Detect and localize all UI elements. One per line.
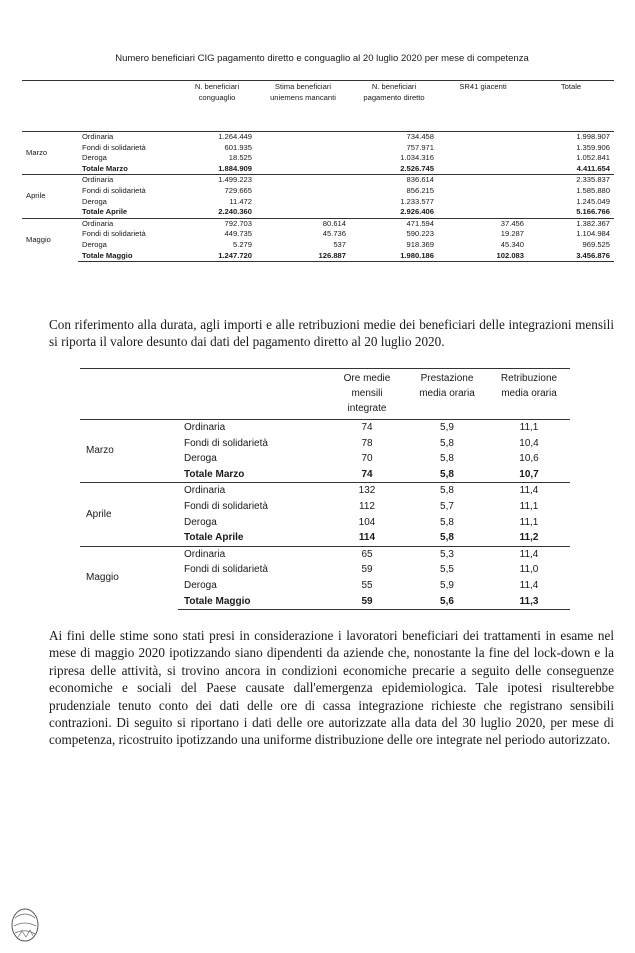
table1-header-line: pagamento diretto xyxy=(363,93,425,102)
row-label: Ordinaria xyxy=(178,420,328,436)
table1-spacer-cell xyxy=(22,103,78,132)
row-label: Totale Marzo xyxy=(184,468,245,480)
table1-header-line: Totale xyxy=(560,82,582,91)
hours-table xyxy=(80,368,570,610)
value-cell-c1: 2.240.360 xyxy=(218,207,252,217)
table2-header-cell xyxy=(328,369,406,420)
value-cell-c3: 1.980.186 xyxy=(350,251,438,262)
value-cell-c4 xyxy=(438,197,528,208)
value-cell-c2 xyxy=(256,207,350,218)
table2-header-line: integrate xyxy=(347,403,387,414)
table-row xyxy=(22,207,614,218)
table-row xyxy=(80,420,570,436)
value-cell-c4: 102.083 xyxy=(438,251,528,262)
value-cell-c3: 836.614 xyxy=(350,175,438,186)
value-cell-tot: 1.359.906 xyxy=(576,142,610,152)
table-row xyxy=(22,251,614,262)
row-label: Fondi di solidarietà xyxy=(184,500,268,512)
table1-header-empty xyxy=(78,81,178,104)
value-cell-ore: 104 xyxy=(358,516,376,528)
row-label: Fondi di solidarietà xyxy=(82,142,146,152)
row-label: Totale Maggio xyxy=(178,594,328,610)
table-row xyxy=(22,197,614,208)
table1-header-line: conguaglio xyxy=(198,93,236,102)
row-label: Deroga xyxy=(184,579,217,591)
value-cell-ore: 55 xyxy=(361,579,373,591)
table1-spacer-cell xyxy=(178,103,256,132)
table-row xyxy=(22,175,614,186)
table1-header-line: Stima beneficiari xyxy=(274,82,332,91)
value-cell-ore: 114 xyxy=(358,532,376,544)
value-cell-c3: 2.926.406 xyxy=(400,207,434,217)
value-cell-tot: 1.104.984 xyxy=(576,229,610,239)
row-label: Ordinaria xyxy=(178,546,328,562)
value-cell-ore: 74 xyxy=(361,468,373,480)
table-row xyxy=(22,240,614,251)
value-cell-c4 xyxy=(438,207,528,218)
table-row xyxy=(80,483,570,499)
value-cell-c2 xyxy=(256,132,350,143)
value-cell-prest: 5,8 xyxy=(440,453,454,465)
month-label: Maggio xyxy=(80,546,178,609)
value-cell-c4: 37.456 xyxy=(438,218,528,229)
value-cell-ore: 70 xyxy=(361,453,373,465)
value-cell-c1: 449.735 xyxy=(224,229,252,239)
value-cell-c1: 1.499.223 xyxy=(178,175,256,186)
table1-spacer-cell xyxy=(438,103,528,132)
row-label: Fondi di solidarietà xyxy=(184,437,268,449)
row-label: Fondi di solidarietà xyxy=(82,229,146,239)
row-label: Deroga xyxy=(184,453,217,465)
table1-header-line: uniemens mancanti xyxy=(270,93,336,102)
value-cell-prest: 5,7 xyxy=(440,500,454,512)
table1-spacer-cell xyxy=(528,103,614,132)
row-label: Totale Maggio xyxy=(78,251,178,262)
table1-spacer-cell xyxy=(78,103,178,132)
value-cell-c4: 19.287 xyxy=(500,229,524,239)
table-row xyxy=(22,186,614,197)
value-cell-c2 xyxy=(256,197,350,208)
value-cell-ore: 59 xyxy=(361,564,373,576)
value-cell-c2 xyxy=(256,143,350,154)
table1-spacer-cell xyxy=(256,103,350,132)
table1-header-spacer xyxy=(22,103,614,132)
table2-header-empty xyxy=(178,369,328,420)
value-cell-c2: 80.614 xyxy=(256,218,350,229)
value-cell-tot: 1.585.880 xyxy=(576,185,610,195)
value-cell-c4: 45.340 xyxy=(500,239,524,249)
value-cell-ore: 65 xyxy=(328,546,406,562)
value-cell-prest: 5,9 xyxy=(406,420,488,436)
value-cell-prest: 5,8 xyxy=(440,468,454,480)
value-cell-ore: 132 xyxy=(328,483,406,499)
row-label: Fondi di solidarietà xyxy=(82,185,146,195)
value-cell-retr: 11,1 xyxy=(488,420,570,436)
value-cell-c2 xyxy=(256,153,350,164)
value-cell-ore: 74 xyxy=(328,420,406,436)
table1-header-empty xyxy=(22,81,78,104)
value-cell-c1: 5.279 xyxy=(232,239,252,249)
row-label: Ordinaria xyxy=(78,175,178,186)
value-cell-c2 xyxy=(256,164,350,175)
value-cell-c4 xyxy=(438,175,528,186)
value-cell-retr: 11,4 xyxy=(519,579,539,591)
value-cell-c4 xyxy=(438,153,528,164)
value-cell-tot: 1.382.367 xyxy=(528,218,614,229)
value-cell-c2: 537 xyxy=(333,239,346,249)
value-cell-tot: 3.456.876 xyxy=(528,251,614,262)
value-cell-c1: 792.703 xyxy=(178,218,256,229)
table2-header-line: media oraria xyxy=(419,388,475,399)
value-cell-retr: 10,7 xyxy=(519,468,539,480)
value-cell-c2 xyxy=(256,186,350,197)
value-cell-retr: 10,6 xyxy=(519,453,539,465)
value-cell-c3: 918.369 xyxy=(406,239,434,249)
table2-header-line: mensili xyxy=(351,388,383,399)
table2-header-line: Prestazione xyxy=(420,373,474,384)
value-cell-c3: 734.458 xyxy=(406,132,434,141)
value-cell-c2 xyxy=(256,175,350,186)
value-cell-c3: 757.971 xyxy=(406,142,434,152)
row-label: Deroga xyxy=(82,196,107,206)
row-label: Totale Aprile xyxy=(82,207,128,217)
table2-header-cell xyxy=(488,369,570,420)
table2-header-row xyxy=(80,369,570,420)
row-label: Deroga xyxy=(184,516,217,528)
value-cell-tot: 1.245.049 xyxy=(576,196,610,206)
value-cell-retr: 11,2 xyxy=(519,532,539,544)
table1-header-line: SR41 giacenti xyxy=(459,82,507,91)
value-cell-c3: 1.034.316 xyxy=(400,153,434,163)
value-cell-c1: 601.935 xyxy=(224,142,252,152)
month-label: Aprile xyxy=(22,175,78,218)
table-row xyxy=(22,143,614,154)
value-cell-tot: 5.166.766 xyxy=(576,207,610,217)
value-cell-c3: 856.215 xyxy=(406,185,434,195)
table2-header-empty xyxy=(80,369,178,420)
value-cell-c1: 18.525 xyxy=(228,153,252,163)
value-cell-retr: 11,3 xyxy=(488,594,570,610)
table1-header-cell xyxy=(350,81,438,104)
value-cell-prest: 5,8 xyxy=(440,437,454,449)
value-cell-retr: 11,0 xyxy=(519,564,539,576)
value-cell-c3: 590.223 xyxy=(406,229,434,239)
row-label: Ordinaria xyxy=(82,132,114,141)
table1-header-cell xyxy=(528,81,614,104)
row-label: Deroga xyxy=(82,153,107,163)
value-cell-tot: 4.411.654 xyxy=(576,163,610,173)
value-cell-tot: 2.335.837 xyxy=(528,175,614,186)
value-cell-prest: 5,8 xyxy=(440,516,454,528)
table1-header-line: N. beneficiari xyxy=(194,82,240,91)
value-cell-tot: 1.998.907 xyxy=(576,132,610,141)
value-cell-c1: 729.665 xyxy=(224,185,252,195)
value-cell-c3: 2.526.745 xyxy=(400,163,434,173)
value-cell-prest: 5,5 xyxy=(440,564,454,576)
value-cell-c2: 45.736 xyxy=(322,229,346,239)
table-row xyxy=(22,229,614,240)
value-cell-retr: 11,4 xyxy=(488,546,570,562)
value-cell-c2: 126.887 xyxy=(256,251,350,262)
table-row xyxy=(80,546,570,562)
value-cell-retr: 11,1 xyxy=(519,500,539,512)
value-cell-prest: 5,6 xyxy=(406,594,488,610)
value-cell-c4 xyxy=(438,132,528,143)
value-cell-c1: 1.884.909 xyxy=(218,163,252,173)
table2-header-line: Ore medie xyxy=(343,373,391,384)
month-label: Marzo xyxy=(26,147,48,157)
beneficiaries-table xyxy=(22,80,614,262)
value-cell-retr: 10,4 xyxy=(519,437,539,449)
table2-header-line: Retribuzione xyxy=(500,373,558,384)
month-label: Aprile xyxy=(80,483,178,546)
value-cell-retr: 11,1 xyxy=(519,516,539,528)
table1-header-cell xyxy=(438,81,528,104)
paragraph-durations: Con riferimento alla durata, agli importi e alle retribuzioni medie dei beneficiari delle integrazioni mensili si riporta il valore desunto dai dati del pagamento diretto al 20 luglio 2020. xyxy=(49,317,614,350)
value-cell-tot: 969.525 xyxy=(582,239,610,249)
value-cell-ore: 78 xyxy=(361,437,373,449)
row-label: Ordinaria xyxy=(78,218,178,229)
value-cell-ore: 112 xyxy=(359,500,375,512)
table-row xyxy=(22,153,614,164)
month-label: Marzo xyxy=(80,420,178,483)
table-row xyxy=(22,218,614,229)
value-cell-c4 xyxy=(438,164,528,175)
month-label: Maggio xyxy=(22,218,78,261)
row-label: Totale Marzo xyxy=(82,163,128,173)
value-cell-c1: 11.472 xyxy=(229,196,252,206)
table1-header-cell xyxy=(256,81,350,104)
row-label: Deroga xyxy=(82,239,107,249)
table-row xyxy=(22,164,614,175)
row-label: Totale Aprile xyxy=(184,532,244,544)
row-label: Ordinaria xyxy=(178,483,328,499)
table1-header-cell xyxy=(178,81,256,104)
value-cell-prest: 5,8 xyxy=(440,532,454,544)
value-cell-ore: 59 xyxy=(328,594,406,610)
value-cell-c3: 471.594 xyxy=(350,218,438,229)
value-cell-retr: 11,4 xyxy=(488,483,570,499)
value-cell-c4 xyxy=(438,143,528,154)
value-cell-c1: 1.264.449 xyxy=(218,132,252,141)
seal-stamp-icon xyxy=(10,906,40,944)
table2-header-line: media oraria xyxy=(501,388,557,399)
value-cell-c1: 1.247.720 xyxy=(178,251,256,262)
value-cell-prest: 5,8 xyxy=(406,483,488,499)
paragraph-estimates: Ai fini delle stime sono stati presi in considerazione i lavoratori beneficiari dei trattamenti in esame nel mese di maggio 2020 ipotizzando siano dipendenti da aziende che, nonostante la fine del lock-down e la ripresa delle attività, si trovino ancora in condizioni economiche precarie a seguito delle conseguenze economiche e sociali del Paese causate dall'emergenza epidemiologica. Tale ipotesi risulterebbe prudenziale tenuto conto dei dati delle ore di cassa integrazione richieste che registrano sensibili contrazioni. Di seguito si riportano i dati delle ore autorizzate alla data del 30 luglio 2020, per mese di competenza, ricostruito ipotizzando una uniforme distribuzione delle ore integrate nel periodo autorizzato. xyxy=(49,628,614,748)
row-label: Fondi di solidarietà xyxy=(184,564,268,576)
value-cell-c4 xyxy=(438,186,528,197)
value-cell-c3: 1.233.577 xyxy=(400,196,434,206)
table1-header-line: N. beneficiari xyxy=(371,82,417,91)
table1-header-row xyxy=(22,81,614,104)
value-cell-tot: 1.052.841 xyxy=(576,153,610,163)
table2-header-cell xyxy=(406,369,488,420)
value-cell-prest: 5,9 xyxy=(440,579,454,591)
table1-spacer-cell xyxy=(350,103,438,132)
table1-title: Numero beneficiari CIG pagamento diretto e conguaglio al 20 luglio 2020 per mese di competenza xyxy=(115,53,529,64)
value-cell-prest: 5,3 xyxy=(406,546,488,562)
table-row xyxy=(22,132,614,143)
